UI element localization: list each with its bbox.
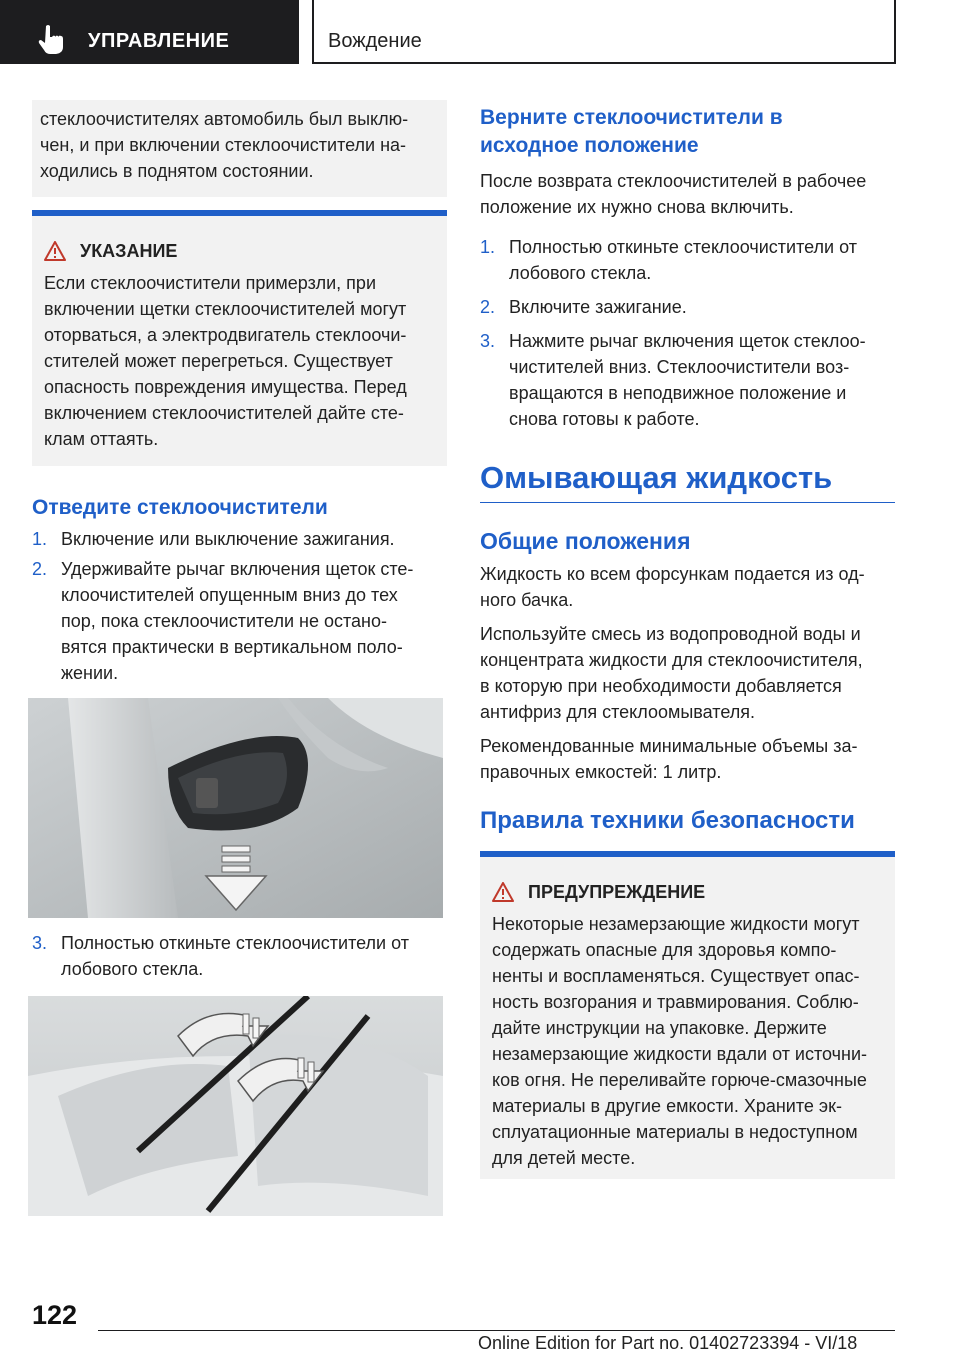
text-line: дайте инструкции на упаковке. Держите	[492, 1018, 827, 1038]
step-number: 2.	[480, 297, 496, 317]
text-line: оторваться, а электродвигатель стеклоочи-	[44, 325, 407, 345]
text-line: положение их нужно снова включить.	[480, 197, 794, 217]
list-item	[32, 526, 447, 552]
text-line: чен, и при включении стеклоочистители на-	[40, 135, 407, 155]
text-line: Нажмите рычаг включения щеток стеклоо-	[509, 331, 866, 351]
text-line: сплуатационные материалы в недоступном	[492, 1122, 858, 1142]
lever-illustration	[28, 698, 443, 918]
section-title: УПРАВЛЕНИЕ	[88, 30, 230, 52]
warning-header	[492, 879, 885, 905]
page-number: 122	[32, 1300, 78, 1330]
step-number: 1.	[480, 237, 496, 257]
warning-triangle-icon	[492, 882, 514, 902]
paragraph	[480, 621, 895, 725]
paragraph	[480, 733, 895, 785]
notice-header	[44, 238, 437, 264]
return-intro	[480, 168, 895, 220]
text-line: Если стеклоочистители примерзли, при	[44, 273, 376, 293]
wipers-illustration	[28, 996, 443, 1216]
text-line: Полностью откиньте стеклоочистители от	[61, 933, 409, 953]
text-line: ков огня. Не переливайте горюче-смазочные	[492, 1070, 867, 1090]
text-line: стителей может перегреться. Существует	[44, 351, 393, 371]
text-line: лобового стекла.	[61, 959, 204, 979]
text-line: Жидкость ко всем форсункам подается из од-	[480, 564, 865, 584]
text-line: незамерзающие жидкости вдали от источни-	[492, 1044, 868, 1064]
text-line: опасность повреждения имущества. Перед	[44, 377, 407, 397]
text-line: Некоторые незамерзающие жидкости могут	[492, 914, 860, 934]
text-line: для детей месте.	[492, 1148, 636, 1168]
general-heading: Общие положения	[480, 528, 691, 554]
list-item	[32, 930, 447, 982]
page-header	[0, 0, 896, 64]
step-number: 2.	[32, 559, 48, 579]
text-line: клоочистителей опущенным вниз до тех	[61, 585, 398, 605]
text-line: концентрата жидкости для стеклоочистителя,	[480, 650, 863, 670]
continuation-box	[32, 100, 447, 197]
right-column	[480, 104, 895, 1179]
text-line: в которую при необходимости добавляется	[480, 676, 842, 696]
main-heading: Омывающая жидкость	[480, 458, 895, 503]
footer-divider	[98, 1330, 895, 1331]
text-line: материалы в другие емкости. Храните эк-	[492, 1096, 842, 1116]
list-item	[480, 328, 895, 432]
list-item	[480, 294, 895, 320]
section-tab[interactable]	[0, 0, 299, 64]
warning-title: ПРЕДУПРЕЖДЕНИЕ	[528, 882, 706, 902]
notice-title: УКАЗАНИЕ	[80, 241, 178, 261]
text-line: Включение или выключение зажигания.	[61, 529, 395, 549]
text-line: После возврата стеклоочистителей в рабочее	[480, 171, 867, 191]
text-line: ненты и воспламеняться. Существует опас-	[492, 966, 860, 986]
warning-triangle-icon	[44, 241, 66, 261]
text-line: Рекомендованные минимальные объемы за-	[480, 736, 858, 756]
list-item	[32, 556, 447, 686]
text-line: содержать опасные для здоровья компо-	[492, 940, 837, 960]
text-line: Полностью откиньте стеклоочистители от	[509, 237, 857, 257]
steps-list	[480, 234, 895, 432]
safety-heading: Правила техники безопасности	[480, 807, 855, 834]
text-line: Включите зажигание.	[509, 297, 687, 317]
paragraph	[480, 561, 895, 613]
text-line: ность возгорания и травмирования. Соблю-	[492, 992, 859, 1012]
warning-box	[480, 851, 895, 1179]
steps-list	[32, 526, 447, 686]
text-line: ного бачка.	[480, 590, 574, 610]
text-line: вращаются в неподвижное положение и	[509, 383, 847, 403]
text-line: чистителей вниз. Стеклоочистители воз-	[509, 357, 850, 377]
step-number: 1.	[32, 529, 48, 549]
step-number: 3.	[480, 331, 496, 351]
text-line: клам оттаять.	[44, 429, 159, 449]
heading-line: исходное положение	[480, 134, 699, 157]
text-line: антифриз для стеклоомывателя.	[480, 702, 755, 722]
chapter-tab	[312, 0, 896, 64]
steps-list	[32, 930, 447, 982]
text-line: включении щетки стеклоочистителей могут	[44, 299, 407, 319]
heading-line: Верните стеклоочистители в	[480, 106, 783, 129]
text-line: лобового стекла.	[509, 263, 652, 283]
notice-box	[32, 210, 447, 466]
return-heading	[480, 104, 895, 160]
chapter-title: Вождение	[328, 30, 422, 52]
text-line: правочных емкостей: 1 литр.	[480, 762, 722, 782]
wipers-photo	[28, 996, 443, 1216]
hand-pointer-icon	[36, 24, 70, 54]
text-line: стеклоочистителях автомобиль был выклю-	[40, 109, 409, 129]
step-number: 3.	[32, 933, 48, 953]
text-line: пор, пока стеклоочистители не остано-	[61, 611, 387, 631]
text-line: вятся практически в вертикальном поло-	[61, 637, 403, 657]
text-line: ходились в поднятом состоянии.	[40, 161, 314, 181]
edition-text: Online Edition for Part no. 01402723394 - VI/18	[478, 1333, 858, 1353]
lever-photo	[28, 698, 443, 918]
section-heading: Отведите стеклоочистители	[32, 496, 328, 519]
list-item	[480, 234, 895, 286]
text-line: Используйте смесь из водопроводной воды и	[480, 624, 861, 644]
text-line: жении.	[61, 663, 119, 683]
text-line: включением стеклоочистителей дайте сте-	[44, 403, 404, 423]
step3-block	[32, 930, 447, 982]
text-line: Удерживайте рычаг включения щеток сте-	[61, 559, 414, 579]
left-column	[32, 100, 447, 686]
text-line: снова готовы к работе.	[509, 409, 700, 429]
